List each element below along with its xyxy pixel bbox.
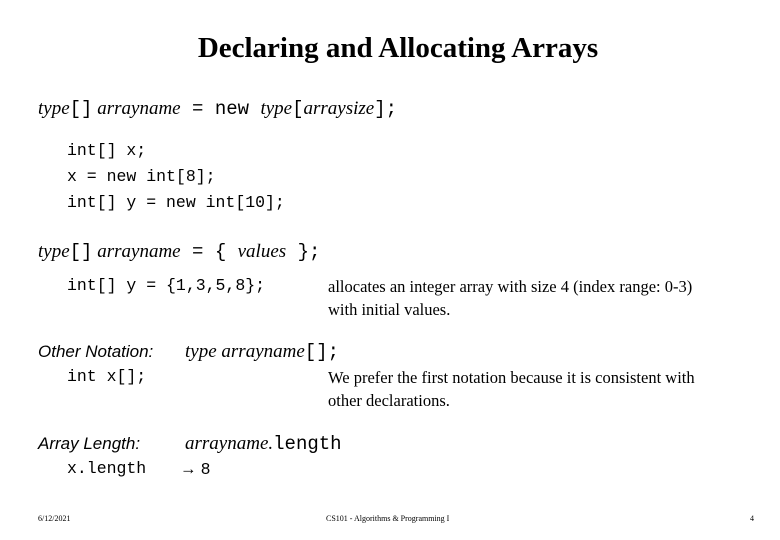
syntax-initializer: type[] arrayname = { values }; xyxy=(38,241,321,263)
result: → 8 xyxy=(180,459,211,479)
arrow-right-icon: → xyxy=(180,459,197,478)
note-text: We prefer the first notation because it is consistent with other declarations. xyxy=(328,368,695,410)
code-line: int[] y = new int[10]; xyxy=(67,193,285,212)
slide-title: Declaring and Allocating Arrays xyxy=(197,32,599,64)
array-length-syntax: arrayname.length xyxy=(185,433,342,455)
code-line: int x[]; xyxy=(67,367,147,386)
page-number: 4 xyxy=(750,514,754,523)
array-length: Array Length: xyxy=(38,434,141,453)
code-line: x = new int[8]; xyxy=(67,167,216,186)
code-line: int[] x; xyxy=(67,141,147,160)
footer-date: 6/12/2021 xyxy=(38,514,71,523)
other-notation-syntax: type arrayname[]; xyxy=(185,341,340,363)
other-notation: Other Notation: xyxy=(38,342,154,361)
code-line: x.length xyxy=(67,459,147,478)
footer-course: CS101 - Algorithms & Programming I xyxy=(326,514,450,523)
note-text: allocates an integer array with size 4 (index range: 0-3) with initial values. xyxy=(328,277,693,319)
syntax-declaration: type[] arrayname = new type[arraysize]; xyxy=(38,98,398,120)
code-line: int[] y = {1,3,5,8}; xyxy=(67,276,266,295)
